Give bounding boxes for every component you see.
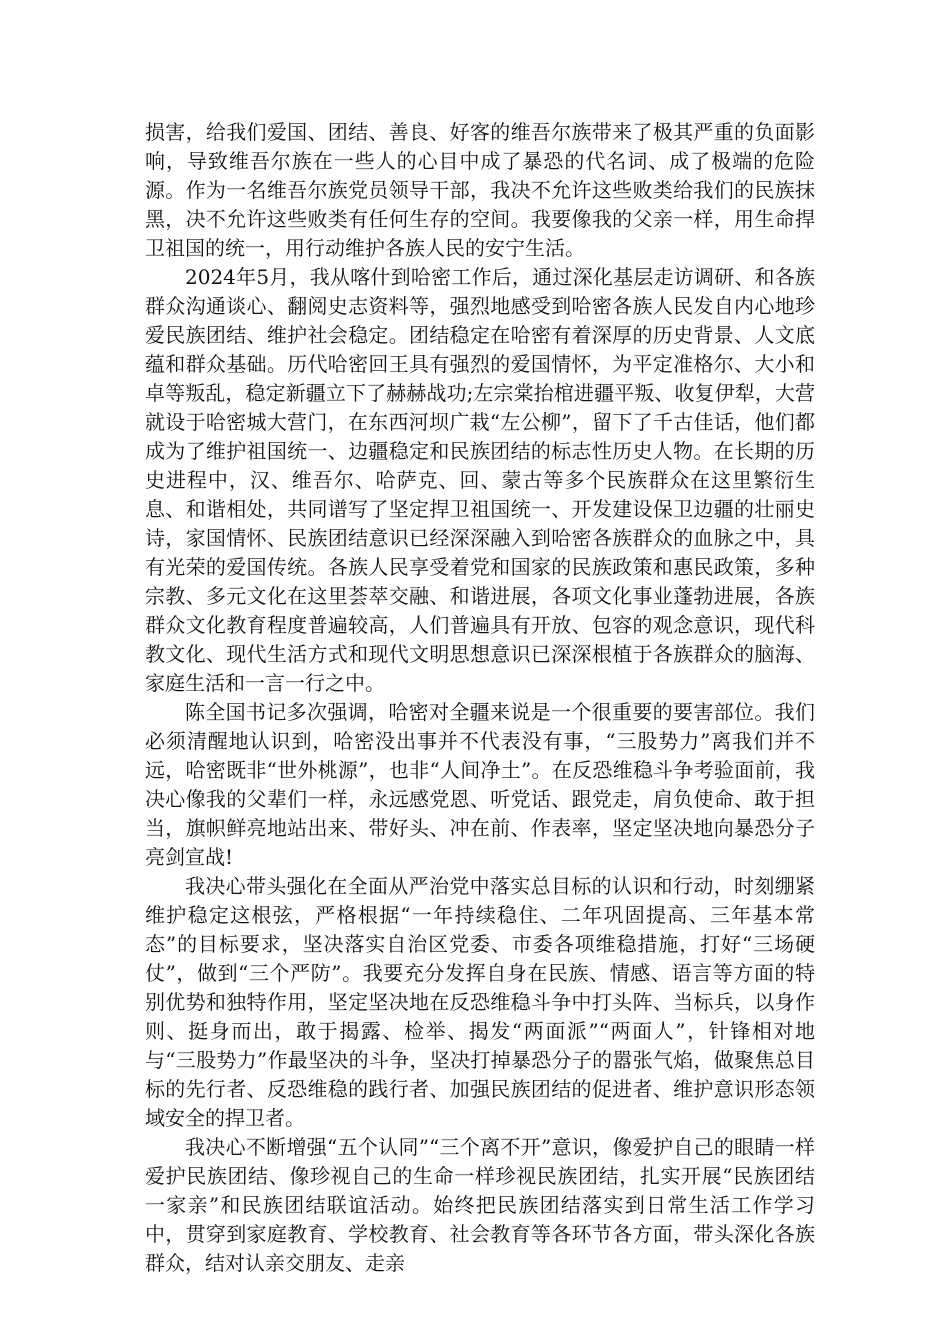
paragraph-3: 陈全国书记多次强调，哈密对全疆来说是一个很重要的要害部位。我们必须清醒地认识到，哈密没出事并不代表没有事，“三股势力”离我们并不远，哈密既非“世外桃源”，也非“人间净土”。在反恐维稳斗争考验面前，我决心像我的父辈们一样，永远感党恩、听党话、跟党走，肩负使命、敢于担当，旗帜鲜亮地站出来、带好头、冲在前、作表率，坚定坚决地向暴恐分子亮剑宣战! [145,700,815,869]
paragraph-4: 我决心带头强化在全面从严治党中落实总目标的认识和行动，时刻绷紧维护稳定这根弦，严格根据“一年持续稳住、二年巩固提高、三年基本常态”的目标要求，坚决落实自治区党委、市委各项维稳措施，打好“三场硬仗”，做到“三个严防”。我要充分发挥自身在民族、情感、语言等方面的特别优势和独特作用，坚定坚决地在反恐维稳斗争中打头阵、当标兵，以身作则、挺身而出，敢于揭露、检举、揭发“两面派”“两面人”，针锋相对地与“三股势力”作最坚决的斗争，坚决打掉暴恐分子的嚣张气焰，做聚焦总目标的先行者、反恐维稳的践行者、加强民族团结的促进者、维护意识形态领域安全的捍卫者。 [145,874,815,1130]
paragraph-5: 我决心不断增强“五个认同”“三个离不开”意识，像爱护自己的眼睛一样爱护民族团结、像珍视自己的生命一样珍视民族团结，扎实开展“民族团结一家亲”和民族团结联谊活动。始终把民族团结落实到日常生活工作学习中，贯穿到家庭教育、学校教育、社会教育等各环节各方面，带头深化各族群众，结对认亲交朋友、走亲 [145,1135,815,1275]
document-page [145,118,815,1278]
paragraph-2: 2024年5月，我从喀什到哈密工作后，通过深化基层走访调研、和各族群众沟通谈心、翻阅史志资料等，强烈地感受到哈密各族人民发自内心地珍爱民族团结、维护社会稳定。团结稳定在哈密有着深厚的历史背景、人文底蕴和群众基础。历代哈密回王具有强烈的爱国情怀，为平定准格尔、大小和卓等叛乱，稳定新疆立下了赫赫战功;左宗棠抬棺进疆平叛、收复伊犁，大营就设于哈密城大营门，在东西河坝广栽“左公柳”，留下了千古佳话，他们都成为了维护祖国统一、边疆稳定和民族团结的标志性历史人物。在长期的历史进程中，汉、维吾尔、哈萨克、回、蒙古等多个民族群众在这里繁衍生息、和谐相处，共同谱写了坚定捍卫祖国统一、开发建设保卫边疆的壮丽史诗，家国情怀、民族团结意识已经深深融入到哈密各族群众的血脉之中，具有光荣的爱国传统。各族人民享受着党和国家的民族政策和惠民政策，多种宗教、多元文化在这里荟萃交融、和谐进展，各项文化事业蓬勃进展，各族群众文化教育程度普遍较高，人们普遍具有开放、包容的观念意识，现代科教文化、现代生活方式和现代文明思想意识已深深根植于各族群众的脑海、家庭生活和一言一行之中。 [145,265,815,695]
paragraph-1: 损害，给我们爱国、团结、善良、好客的维吾尔族带来了极其严重的负面影响，导致维吾尔族在一些人的心目中成了暴恐的代名词、成了极端的危险源。作为一名维吾尔族党员领导干部，我决不允许这些败类给我们的民族抹黑，决不允许这些败类有任何生存的空间。我要像我的父亲一样，用生命捍卫祖国的统一，用行动维护各族人民的安宁生活。 [145,120,815,260]
